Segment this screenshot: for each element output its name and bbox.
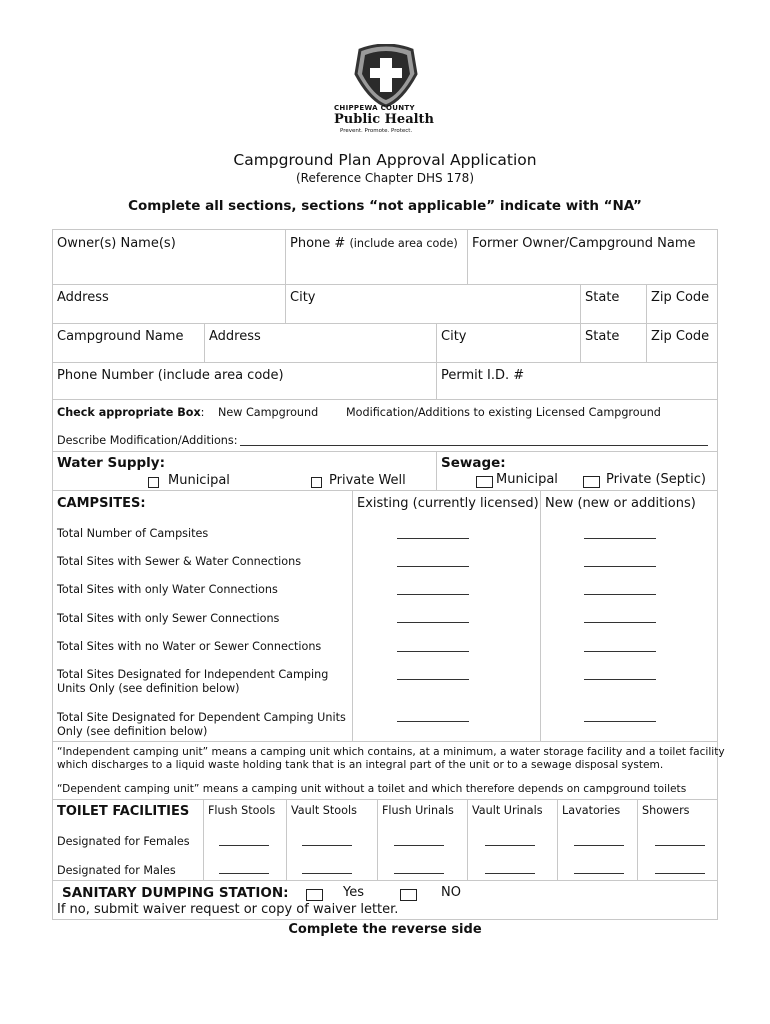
campsites-title: CAMPSITES:	[57, 496, 146, 511]
definition-independent: “Independent camping unit” means a camping unit which contains, at a minimum, a water storage facility and a toilet facility	[57, 746, 725, 758]
campsite-row-label-cont: Only (see definition below)	[57, 725, 208, 738]
dumping-yes-label: Yes	[343, 885, 364, 900]
existing-blank[interactable]	[397, 622, 469, 623]
campsite-row-label: Total Sites with only Water Connections	[57, 583, 278, 596]
water-private-label: Private Well	[329, 473, 406, 488]
dumping-no-checkbox[interactable]	[400, 886, 417, 905]
col-vault-urinals: Vault Urinals	[472, 804, 543, 817]
org-name-line2: Public Health	[334, 112, 435, 127]
females-flush-urinals-blank[interactable]	[394, 845, 444, 846]
females-showers-blank[interactable]	[655, 845, 705, 846]
checkbox-icon	[476, 476, 493, 488]
checkbox-icon	[311, 477, 322, 488]
males-vault-stools-blank[interactable]	[302, 873, 352, 874]
females-vault-urinals-blank[interactable]	[485, 845, 535, 846]
males-vault-urinals-blank[interactable]	[485, 873, 535, 874]
complete-reverse-side: Complete the reverse side	[288, 922, 482, 937]
sewage-private-checkbox[interactable]	[583, 473, 600, 492]
new-blank[interactable]	[584, 566, 656, 567]
definition-dependent: “Dependent camping unit” means a camping unit without a toilet and which therefore depends on campground toilets	[57, 783, 687, 795]
new-blank[interactable]	[584, 538, 656, 539]
col-lavatories: Lavatories	[562, 804, 621, 817]
former-owner-field[interactable]: Former Owner/Campground Name	[472, 236, 696, 251]
sewage-title: Sewage:	[441, 455, 506, 471]
existing-blank[interactable]	[397, 679, 469, 680]
water-private-checkbox[interactable]	[311, 473, 322, 492]
campsite-row-label: Total Number of Campsites	[57, 527, 209, 540]
existing-blank[interactable]	[397, 651, 469, 652]
campground-city-field[interactable]: City	[441, 329, 467, 344]
campground-state-field[interactable]: State	[585, 329, 620, 344]
col-showers: Showers	[642, 804, 690, 817]
females-lavatories-blank[interactable]	[574, 845, 624, 846]
checkbox-icon	[400, 889, 417, 901]
col-flush-urinals: Flush Urinals	[382, 804, 454, 817]
campsite-row-label: Total Sites with Sewer & Water Connections	[57, 555, 302, 568]
logo	[330, 44, 442, 136]
campsite-row-label-cont: Units Only (see definition below)	[57, 682, 240, 695]
owner-zip-field[interactable]: Zip Code	[651, 290, 710, 305]
existing-blank[interactable]	[397, 594, 469, 595]
campground-address-field[interactable]: Address	[209, 329, 261, 344]
water-municipal-checkbox[interactable]	[148, 473, 159, 492]
males-lavatories-blank[interactable]	[574, 873, 624, 874]
col-vault-stools: Vault Stools	[291, 804, 357, 817]
owner-name-field[interactable]: Owner(s) Name(s)	[57, 236, 176, 251]
page-title: Campground Plan Approval Application	[233, 151, 537, 169]
dumping-no-label: NO	[441, 885, 461, 900]
checkbox-icon	[583, 476, 600, 488]
campground-phone-field[interactable]: Phone Number (include area code)	[57, 368, 284, 383]
sewage-municipal-label: Municipal	[496, 472, 558, 487]
campsite-row-label: Total Sites with only Sewer Connections	[57, 612, 280, 625]
org-tagline: Prevent. Promote. Protect.	[340, 128, 413, 134]
check-box-row	[57, 406, 204, 419]
check-box-colon: :	[200, 406, 205, 419]
phone-field[interactable]	[290, 236, 458, 251]
owner-address-field[interactable]: Address	[57, 290, 109, 305]
existing-blank[interactable]	[397, 721, 469, 722]
sewage-private-label: Private (Septic)	[606, 472, 706, 487]
owner-state-field[interactable]: State	[585, 290, 620, 305]
new-blank[interactable]	[584, 651, 656, 652]
phone-label: Phone #	[290, 236, 346, 251]
checkbox-icon	[306, 889, 323, 901]
check-box-label: Check appropriate Box	[57, 406, 201, 419]
checkbox-icon	[148, 477, 159, 488]
water-supply-title: Water Supply:	[57, 455, 165, 471]
definition-independent-cont: which discharges to a liquid waste holding tank that is an integral part of the unit or to a sewage disposal system.	[57, 759, 664, 771]
permit-id-field[interactable]: Permit I.D. #	[441, 368, 525, 383]
existing-blank[interactable]	[397, 538, 469, 539]
row-females: Designated for Females	[57, 835, 190, 848]
existing-blank[interactable]	[397, 566, 469, 567]
col-new-header: New (new or additions)	[545, 496, 696, 511]
campground-name-field[interactable]: Campground Name	[57, 329, 184, 344]
males-flush-urinals-blank[interactable]	[394, 873, 444, 874]
dumping-station-title: SANITARY DUMPING STATION:	[62, 885, 289, 901]
option-new-campground[interactable]: New Campground	[218, 406, 319, 419]
females-flush-stools-blank[interactable]	[219, 845, 269, 846]
owner-city-field[interactable]: City	[290, 290, 316, 305]
campground-zip-field[interactable]: Zip Code	[651, 329, 710, 344]
option-modification[interactable]: Modification/Additions to existing Licensed Campground	[346, 406, 661, 419]
new-blank[interactable]	[584, 622, 656, 623]
females-vault-stools-blank[interactable]	[302, 845, 352, 846]
col-flush-stools: Flush Stools	[208, 804, 276, 817]
org-name-line1: CHIPPEWA COUNTY	[334, 104, 415, 112]
males-flush-stools-blank[interactable]	[219, 873, 269, 874]
campsite-row-label: Total Sites Designated for Independent Camping	[57, 668, 329, 681]
toilet-facilities-title: TOILET FACILITIES	[57, 804, 190, 819]
new-blank[interactable]	[584, 721, 656, 722]
new-blank[interactable]	[584, 679, 656, 680]
page-subtitle: (Reference Chapter DHS 178)	[296, 171, 474, 185]
males-showers-blank[interactable]	[655, 873, 705, 874]
row-males: Designated for Males	[57, 864, 176, 877]
shield-cross-icon	[330, 44, 442, 108]
describe-label: Describe Modification/Additions:	[57, 434, 238, 447]
dumping-note: If no, submit waiver request or copy of waiver letter.	[57, 902, 399, 917]
col-existing-header: Existing (currently licensed)	[357, 496, 539, 511]
campsite-row-label: Total Sites with no Water or Sewer Connections	[57, 640, 322, 653]
describe-blank[interactable]	[240, 445, 708, 446]
instructions: Complete all sections, sections “not applicable” indicate with “NA”	[128, 198, 642, 214]
water-municipal-label: Municipal	[168, 473, 230, 488]
sewage-municipal-checkbox[interactable]	[476, 473, 493, 492]
phone-note: (include area code)	[349, 237, 458, 250]
new-blank[interactable]	[584, 594, 656, 595]
campsite-row-label: Total Site Designated for Dependent Camping Units	[57, 711, 346, 724]
